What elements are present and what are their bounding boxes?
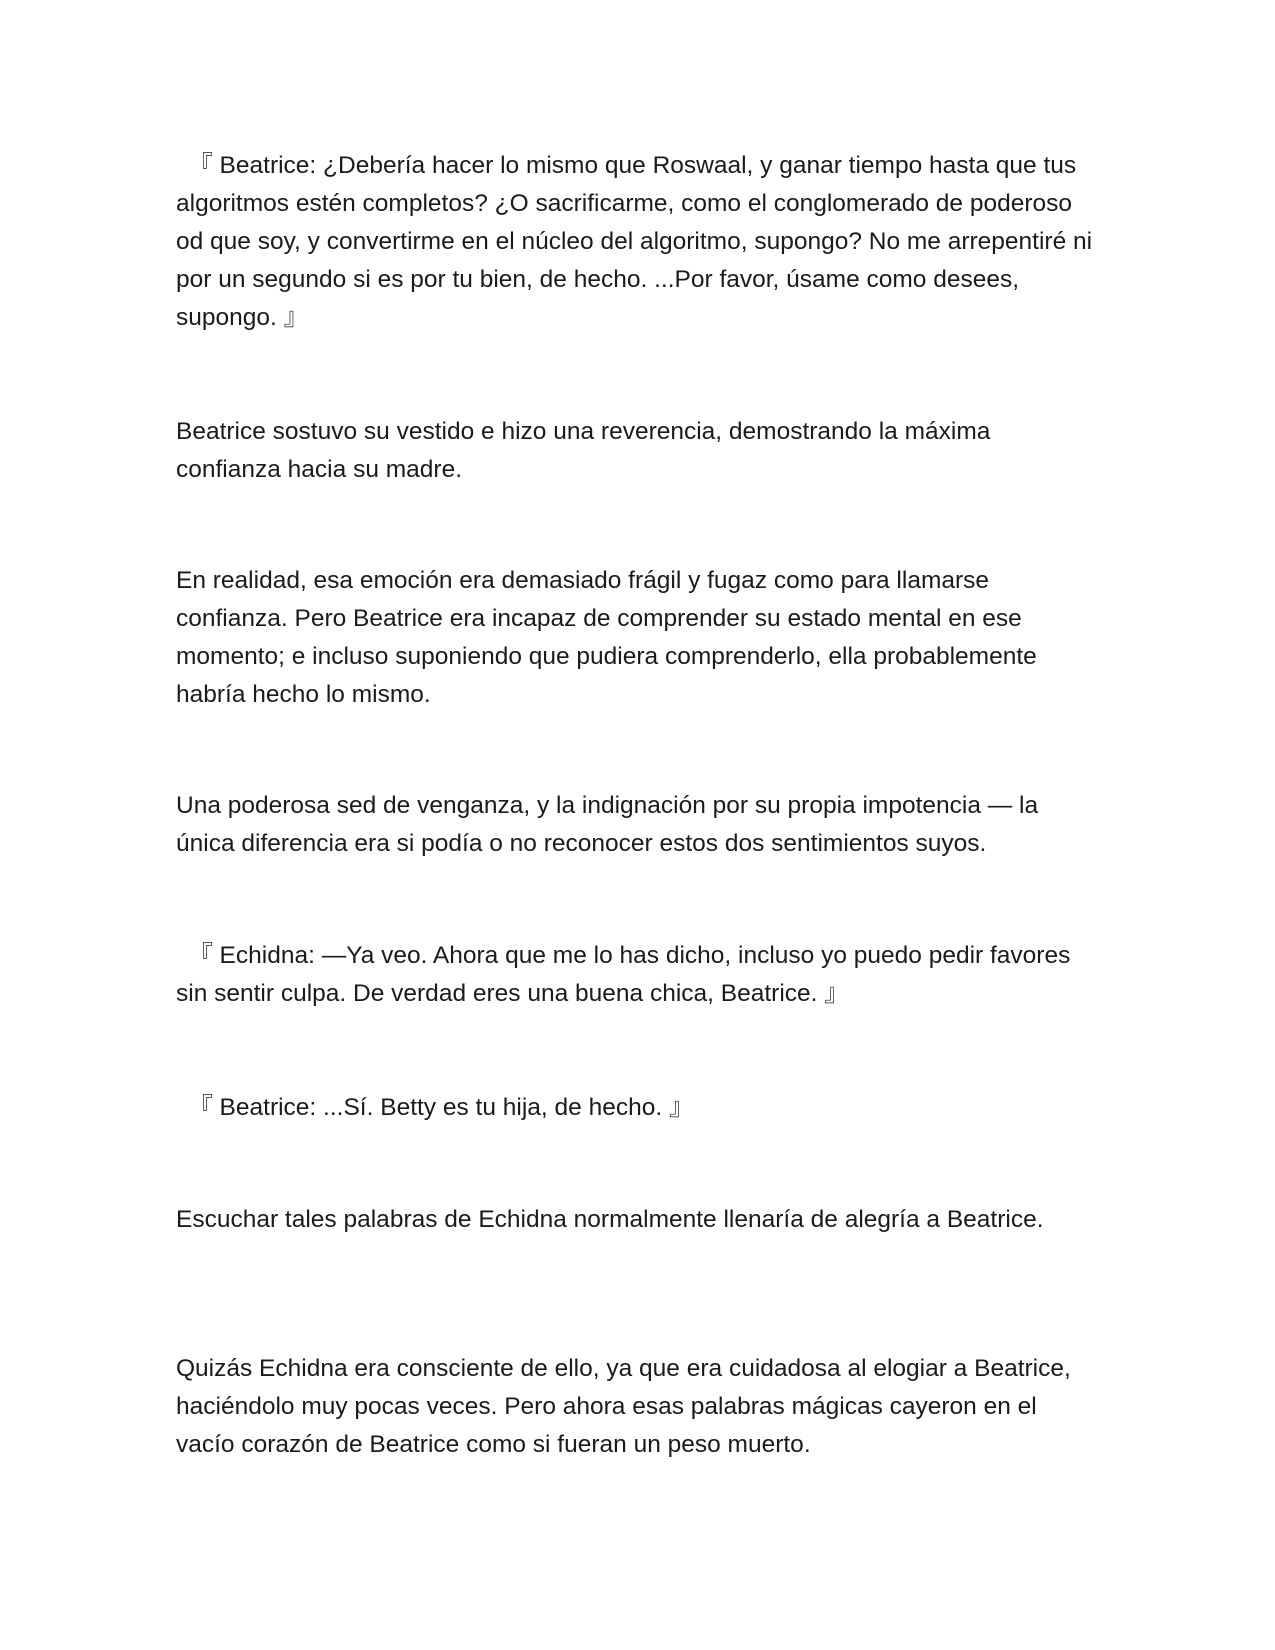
paragraph-beatrice-dialogue-2: 『 Beatrice: ...Sí. Betty es tu hija, de hecho. 』 — [176, 1094, 694, 1121]
paragraph-echidna-dialogue: 『 Echidna: —Ya veo. Ahora que me lo has dicho, incluso yo puedo pedir favores sin sentir culpa. De verdad eres una buena chica, Beatrice. 』 — [176, 942, 1071, 1007]
paragraph-beatrice-curtsy: Beatrice sostuvo su vestido e hizo una reverencia, demostrando la máxima confianza hacia su madre. — [176, 418, 991, 483]
paragraph-vengeance: Una poderosa sed de venganza, y la indignación por su propia impotencia — la única diferencia era si podía o no reconocer estos dos sentimientos suyos. — [176, 792, 1039, 857]
paragraph-beatrice-dialogue-1: 『 Beatrice: ¿Debería hacer lo mismo que Roswaal, y ganar tiempo hasta que tus algoritmos estén completos? ¿O sacrificarme, como el conglomerado de poderoso od que soy, y convertirme en el núcleo del algoritmo, supongo? No me arrepentiré ni por un segundo si es por tu bien, de hecho. ...Por favor, úsame como desees, supongo. 』 — [176, 152, 1093, 331]
paragraph-trust-emotion: En realidad, esa emoción era demasiado frágil y fugaz como para llamarse confianza. Pero Beatrice era incapaz de comprender su estado mental en ese momento; e incluso suponiendo que pudiera comprenderlo, ella probablemente habría hecho lo mismo. — [176, 567, 1037, 708]
paragraph-praise: Quizás Echidna era consciente de ello, ya que era cuidadosa al elogiar a Beatrice, haciéndolo muy pocas veces. Pero ahora esas palabras mágicas cayeron en el vacío corazón de Beatrice como si fueran un peso muerto. — [176, 1355, 1071, 1458]
paragraph-echidna-words: Escuchar tales palabras de Echidna normalmente llenaría de alegría a Beatrice. — [176, 1206, 1044, 1233]
